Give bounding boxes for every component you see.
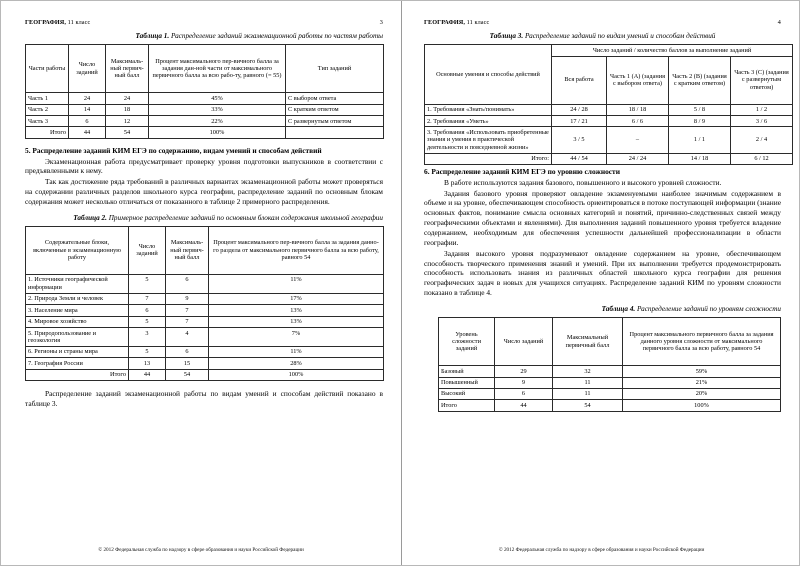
table3-cell: 1. Требования «Знать/понимать»	[425, 104, 552, 115]
table4-cell: 32	[553, 366, 623, 377]
table3-header-cell: Часть 3 (С) (задания с развернутым ответом)	[731, 56, 793, 104]
table2-cell: 9	[166, 293, 209, 304]
table4-cell: Высокий	[439, 388, 495, 399]
table-row	[439, 377, 781, 388]
table-row	[26, 104, 384, 115]
table2-cell: 13%	[209, 316, 384, 327]
table4-cell: 11	[553, 388, 623, 399]
table3-cell: 2. Требования «Уметь»	[425, 116, 552, 127]
table4-cell: Базовый	[439, 366, 495, 377]
page-left	[1, 1, 401, 566]
page-number-left: 3	[379, 19, 383, 26]
table-row	[425, 127, 793, 153]
table2	[25, 226, 384, 381]
table4-cell: 6	[495, 388, 553, 399]
table2-cell: 11%	[209, 346, 384, 357]
table3-caption-text: Распределение заданий по видам умений и способам действий	[523, 32, 716, 40]
table3-total-cell: 24 / 24	[607, 153, 669, 164]
table4-cell: 11	[553, 377, 623, 388]
table1-total-cell: 54	[106, 127, 149, 138]
table4	[438, 317, 781, 412]
table-row	[26, 328, 384, 347]
table2-cell: 6	[166, 346, 209, 357]
table-row	[26, 346, 384, 357]
table2-cell: 1. Источники географической информации	[26, 274, 129, 293]
table1-cell: С выбором ответа	[286, 93, 384, 104]
table2-cell: 28%	[209, 358, 384, 369]
table3-header-cell: Часть 2 (В) (задания с кратким ответом)	[669, 56, 731, 104]
table1-cell: 14	[69, 104, 106, 115]
table4-cell: Повышенный	[439, 377, 495, 388]
table2-cell: 7	[129, 293, 166, 304]
table2-cell: 4. Мировое хозяйство	[26, 316, 129, 327]
running-head-title: ГЕОГРАФИЯ, 11 класс	[424, 19, 490, 26]
table4-total-row	[439, 400, 781, 411]
table2-total-cell: 100%	[209, 369, 384, 380]
table-row	[425, 104, 793, 115]
table1-cell: 33%	[149, 104, 286, 115]
table2-cell: 3. Население мира	[26, 305, 129, 316]
table1-total-cell: 44	[69, 127, 106, 138]
section-6-paragraph-1: В работе используются задания базового, повышенного и высокого уровней сложности.	[444, 177, 722, 187]
table2-header-cell: Максималь-ный первич-ный балл	[166, 226, 209, 274]
table4-cell: 21%	[623, 377, 781, 388]
table3-cell: 2 / 4	[731, 127, 793, 153]
table3-header-cell: Часть 1 (А) (задания с выбором ответа)	[607, 56, 669, 104]
running-head-right	[424, 19, 781, 26]
table-row	[26, 274, 384, 293]
table2-cell: 11%	[209, 274, 384, 293]
table2-header-cell: Процент максимального пер-вичного балла за задания данно-го раздела от максимального первичного балла за всю работу, равного 54	[209, 226, 384, 274]
table4-total-cell: 54	[553, 400, 623, 411]
table1-cell: Часть 1	[26, 93, 69, 104]
table1-cell: С развернутым ответом	[286, 116, 384, 127]
table1-total-label: Итого	[26, 127, 69, 138]
footer-text: © 2012 Федеральная служба по надзору в сфере образования и науки Российской Федерации	[98, 547, 304, 553]
table1-caption	[25, 32, 383, 41]
table4-header-cell: Процент максимального первичного балла за задания данного уровня сложности от максимального первичного балла за всю работу, равного 54	[623, 318, 781, 366]
section-6-paragraph-3: Задания высокого уровня подразумевают овладение содержанием на уровне, обеспечивающем способность творческого применения знаний и умений. При их выполнении требуется продемонстрировать способность использовать знания из различных областей школьного курса географии для решения географических задач в новых для учащихся ситуациях. Распределение заданий КИМ по уровням сложности показано в таблице 4.	[424, 248, 781, 298]
table2-total-cell: 44	[129, 369, 166, 380]
table2-cell: 7%	[209, 328, 384, 347]
table4-caption-label: Таблица 4.	[601, 304, 636, 313]
table-row	[26, 293, 384, 304]
table2-cell: 13	[129, 358, 166, 369]
section-5-paragraph-2: Так как достижение ряда требований в различных вариантах экзаменационной работы может проверяться на содержании различных разделов школьного курса географии, распределение заданий по основным блокам содержания может несколько отличаться от показанного в таблице 2 примерного распределения.	[25, 177, 383, 206]
table2-cell: 5. Природопользование и геоэкология	[26, 328, 129, 347]
table3-cell: 1 / 1	[669, 127, 731, 153]
table1-cell: Часть 3	[26, 116, 69, 127]
table1-header-cell: Максималь-ный первич-ный балл	[106, 45, 149, 93]
table-row	[439, 366, 781, 377]
section-5-heading: 5. Распределение заданий КИМ ЕГЭ по содержанию, видам умений и способам действий	[25, 145, 322, 155]
table4-header-cell: Число заданий	[495, 318, 553, 366]
table1-cell: 18	[106, 104, 149, 115]
table1-caption-label: Таблица 1.	[135, 32, 170, 40]
table1-header-cell: Процент максимального пер-вичного балла за задания дан-ной части от максимального первичного балла за всю рабо-ту, равного (= 55)	[149, 45, 286, 93]
table2-header-row	[26, 226, 384, 274]
table1-cell: С кратким ответом	[286, 104, 384, 115]
section-6-heading: 6. Распределение заданий КИМ ЕГЭ по уровню сложности	[424, 167, 620, 177]
table-row	[26, 305, 384, 316]
table3-total-row	[425, 153, 793, 164]
table4-header-cell: Максимальный первичный балл	[553, 318, 623, 366]
table4-cell: 29	[495, 366, 553, 377]
table2-cell: 13%	[209, 305, 384, 316]
table4-cell: 9	[495, 377, 553, 388]
table4-caption-text: Распределение заданий по уровням сложности	[635, 304, 781, 313]
table3-header-cell: Вся работа	[552, 56, 607, 104]
table2-cell: 7. География России	[26, 358, 129, 369]
table3-stub-header: Основные умения и способы действий	[425, 45, 552, 104]
table3-total-cell: 6 / 12	[731, 153, 793, 164]
section-5-paragraph-1: Экзаменационная работа предусматривает проверку уровня подготовки выпускников в соответствии с предъявленными к нему.	[25, 156, 383, 176]
table4-cell: 59%	[623, 366, 781, 377]
table2-cell: 3	[129, 328, 166, 347]
table3-caption	[424, 32, 781, 41]
table4-total-cell: 44	[495, 400, 553, 411]
table2-total-label: Итого	[26, 369, 129, 380]
table-row	[26, 116, 384, 127]
table3-cell: 3. Требования «Использовать приобретенные знания и умения в практической деятельности и повседневной жизни»	[425, 127, 552, 153]
table1-cell: 22%	[149, 116, 286, 127]
table3-cell: 6 / 6	[607, 116, 669, 127]
table-row	[26, 316, 384, 327]
table2-cell: 5	[129, 316, 166, 327]
table2-total-row	[26, 369, 384, 380]
table1-header-cell: Число заданий	[69, 45, 106, 93]
footer-text: © 2012 Федеральная служба по надзору в сфере образования и науки Российской Федерации	[498, 547, 705, 553]
table2-cell: 5	[129, 274, 166, 293]
table4-caption	[424, 305, 781, 314]
table3-cell: 5 / 8	[669, 104, 731, 115]
section-6-paragraph-2: Задания базового уровня проверяют овладение экзаменуемыми наиболее значимым содержанием в объеме и на уровне, обеспечивающем способность ориентироваться в потоке поступающей информации (знание основных фактов, понимание смысла основных категорий и понятий, причинно-следственных связей между географическими объектами и явлениями). Для выполнения заданий повышенного уровня требуется владение содержанием, необходимым для обеспечения успешности дальнейшей профессионализации в области географии.	[424, 188, 781, 247]
table1-cell: Часть 2	[26, 104, 69, 115]
table-row	[425, 116, 793, 127]
table1-cell: 6	[69, 116, 106, 127]
table4-total-cell: 100%	[623, 400, 781, 411]
table2-cell: 2. Природа Земли и человек	[26, 293, 129, 304]
table1-caption-text: Распределение заданий экзаменационной работы по частям работы	[169, 32, 383, 40]
table3-group-header-row	[425, 45, 793, 56]
left-closing-note: Распределение заданий экзаменационной работы по видам умений и способам действий показано в таблице 3.	[25, 389, 383, 409]
table3-total-cell: 14 / 18	[669, 153, 731, 164]
table3-cell: 24 / 28	[552, 104, 607, 115]
table1	[25, 44, 384, 139]
table3-caption-label: Таблица 3.	[489, 32, 524, 40]
table3	[424, 44, 793, 165]
table1-cell: 12	[106, 116, 149, 127]
page-number-right: 4	[777, 19, 781, 26]
table2-cell: 4	[166, 328, 209, 347]
table2-cell: 15	[166, 358, 209, 369]
table3-cell: 8 / 9	[669, 116, 731, 127]
table-row	[26, 358, 384, 369]
table-row	[26, 93, 384, 104]
table1-header-cell: Части работы	[26, 45, 69, 93]
table4-cell: 20%	[623, 388, 781, 399]
table3-cell: 3 / 5	[552, 127, 607, 153]
table3-group-header: Число заданий / количество баллов за выполнение заданий	[552, 45, 793, 56]
table4-total-label: Итого	[439, 400, 495, 411]
table1-cell: 24	[106, 93, 149, 104]
footer-right	[402, 547, 800, 553]
table2-cell: 6. Регионы и страны мира	[26, 346, 129, 357]
running-head-title: ГЕОГРАФИЯ, 11 класс	[25, 19, 91, 26]
table2-caption-label: Таблица 2.	[73, 213, 107, 222]
table2-total-cell: 54	[166, 369, 209, 380]
footer-left	[1, 547, 401, 553]
table3-cell: 3 / 6	[731, 116, 793, 127]
table2-header-cell: Число заданий	[129, 226, 166, 274]
table2-cell: 17%	[209, 293, 384, 304]
table4-header-cell: Уровень сложности заданий	[439, 318, 495, 366]
table1-total-cell: 100%	[149, 127, 286, 138]
table4-header-row	[439, 318, 781, 366]
table1-cell: 24	[69, 93, 106, 104]
table3-cell: 17 / 21	[552, 116, 607, 127]
table3-total-label: Итого:	[425, 153, 552, 164]
table2-cell: 7	[166, 316, 209, 327]
table3-cell: 18 / 18	[607, 104, 669, 115]
table2-cell: 7	[166, 305, 209, 316]
table3-cell: –	[607, 127, 669, 153]
table2-cell: 6	[166, 274, 209, 293]
table1-header-cell: Тип заданий	[286, 45, 384, 93]
table3-total-cell: 44 / 54	[552, 153, 607, 164]
table-row	[439, 388, 781, 399]
table2-header-cell: Содержательные блоки, включенные в экзаменационную работу	[26, 226, 129, 274]
running-head-left	[25, 19, 383, 26]
table2-caption	[25, 214, 383, 223]
table1-total-cell	[286, 127, 384, 138]
table1-cell: 45%	[149, 93, 286, 104]
table3-cell: 1 / 2	[731, 104, 793, 115]
table1-total-row	[26, 127, 384, 138]
page-right	[401, 1, 800, 566]
table2-caption-text: Примерное распределение заданий по основным блокам содержания школьной географии	[106, 213, 383, 222]
table1-header-row	[26, 45, 384, 93]
table2-cell: 6	[129, 305, 166, 316]
table2-cell: 5	[129, 346, 166, 357]
